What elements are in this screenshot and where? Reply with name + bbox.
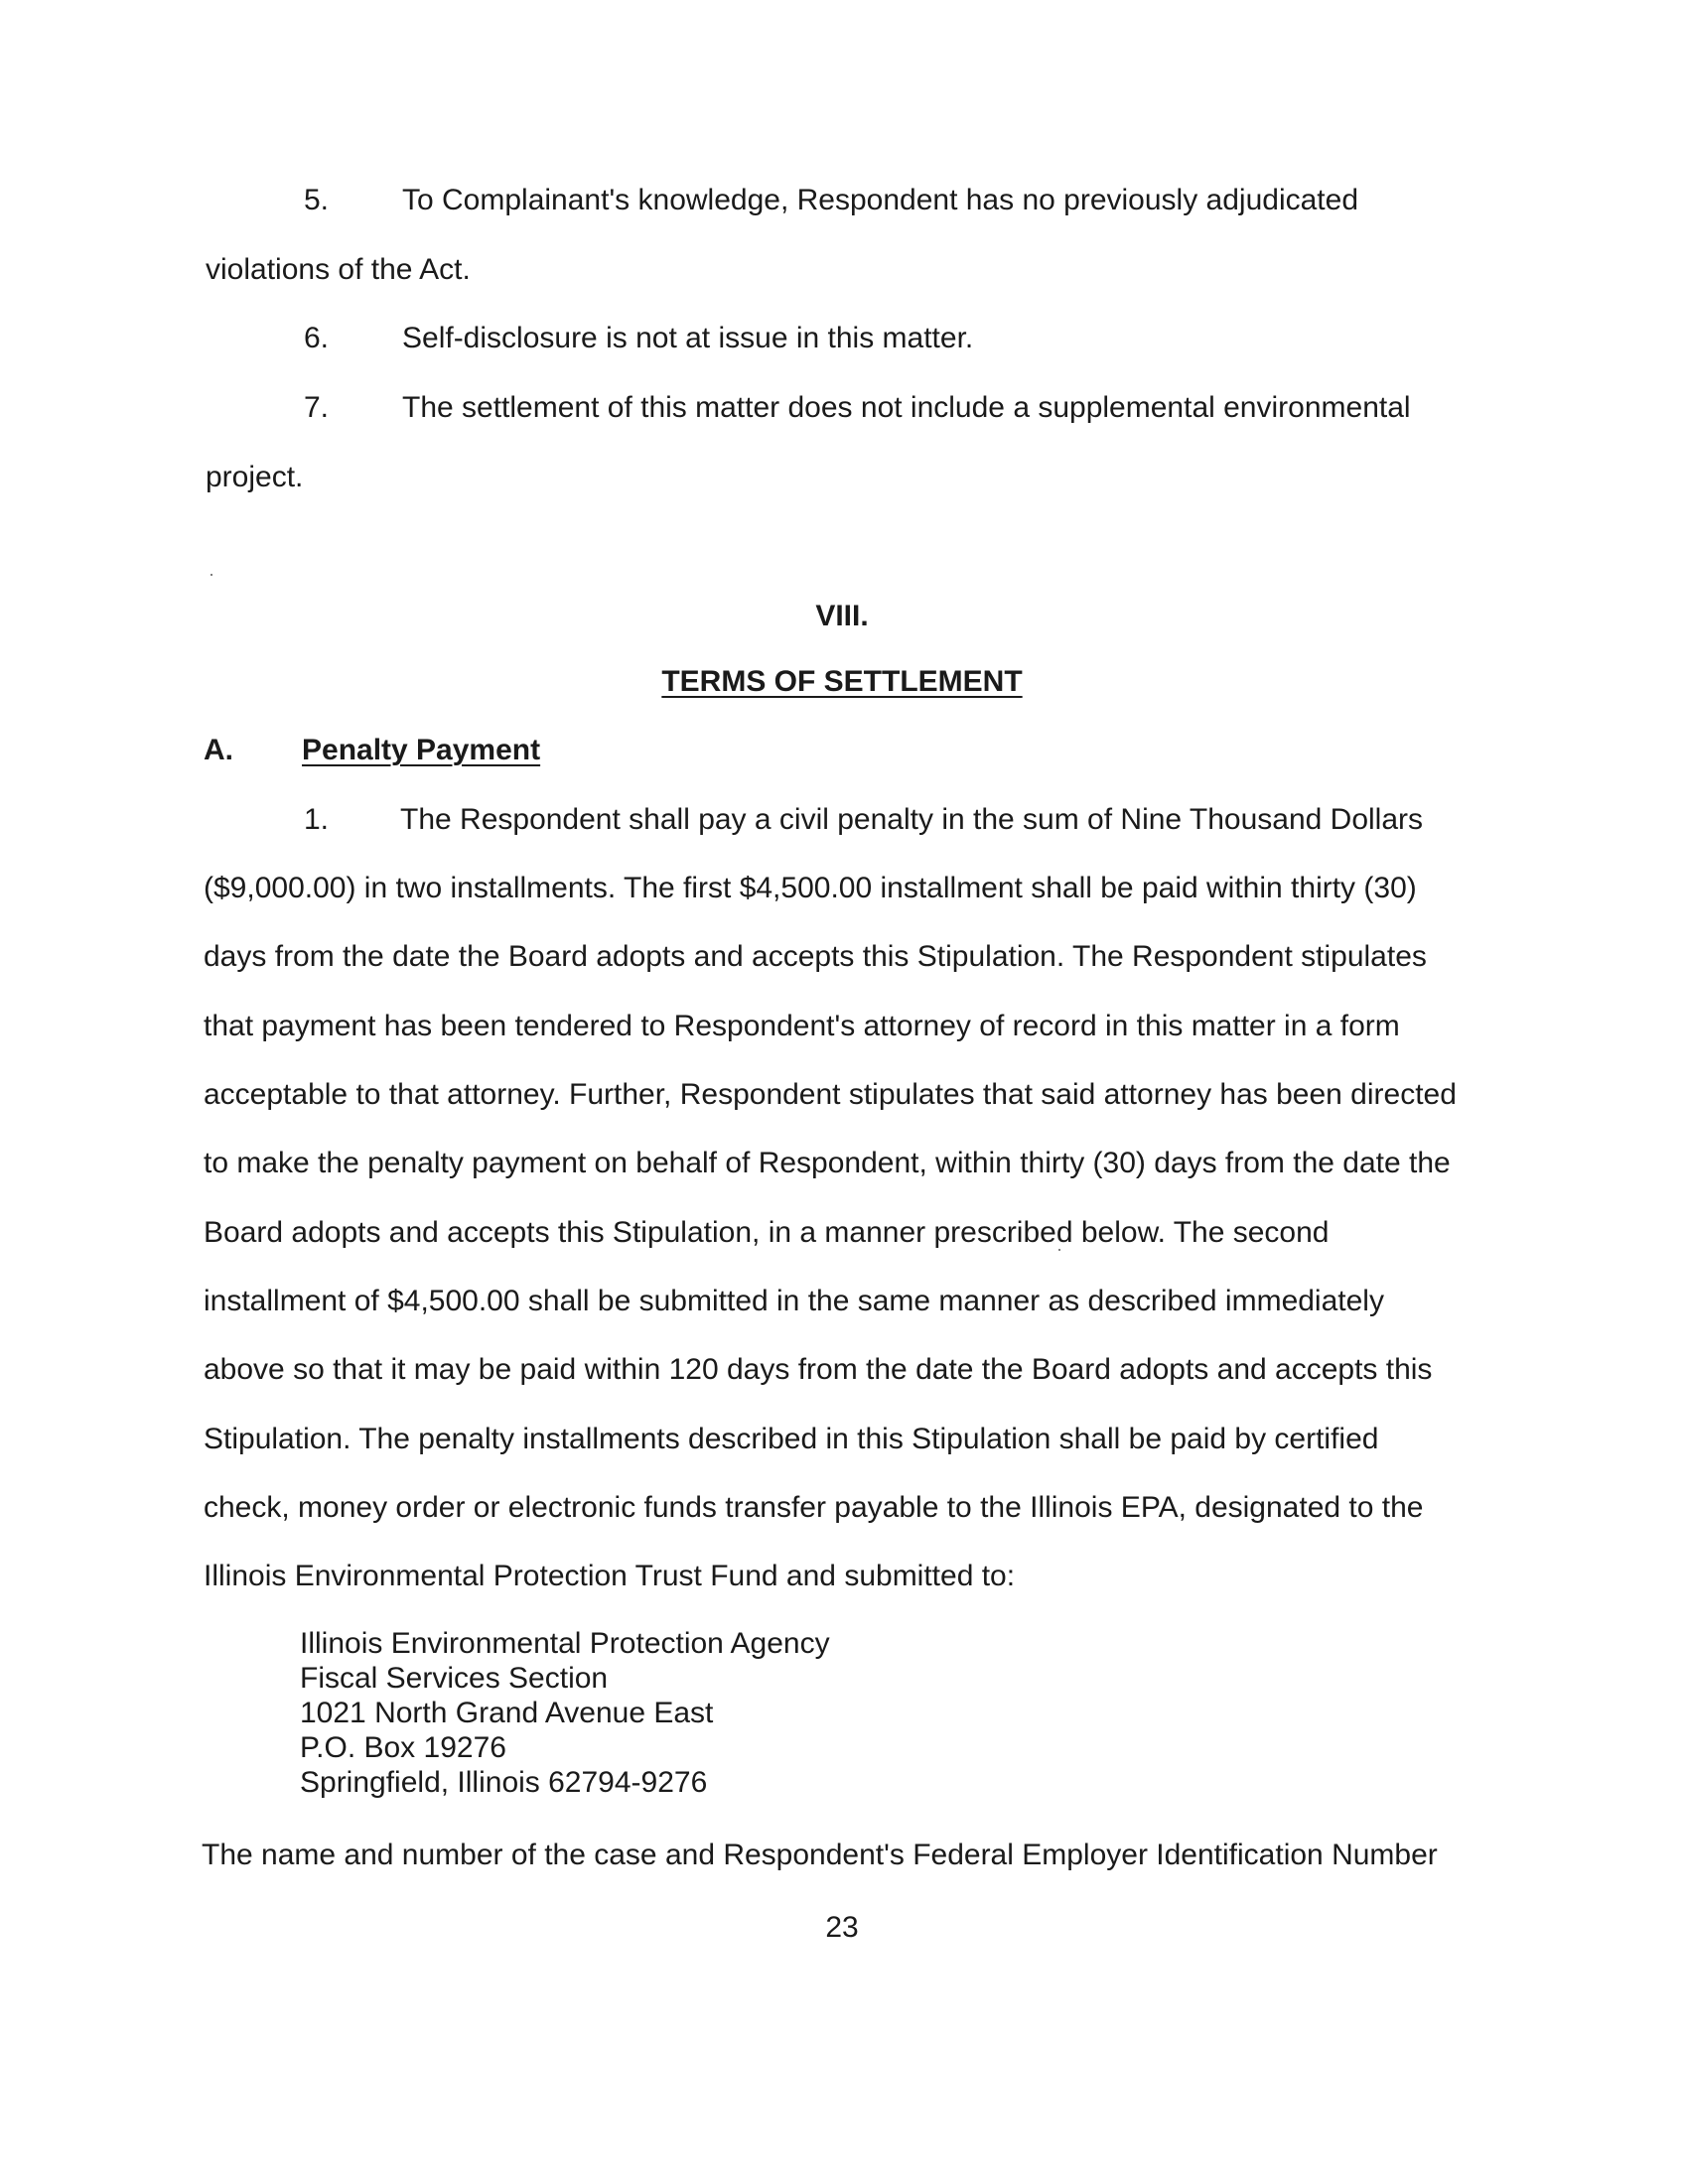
- paragraph-line: that payment has been tendered to Respondent's attorney of record in this matter in a form: [204, 1010, 1400, 1042]
- item-number: 7.: [304, 391, 330, 424]
- paragraph-line: Illinois Environmental Protection Trust Fund and submitted to:: [204, 1560, 1016, 1592]
- paragraph-line: installment of $4,500.00 shall be submitted in the same manner as described immediately: [204, 1285, 1384, 1317]
- paragraph-line: to make the penalty payment on behalf of Respondent, within thirty (30) days from the date the: [204, 1147, 1451, 1179]
- paragraph-line: acceptable to that attorney. Further, Respondent stipulates that said attorney has been directed: [204, 1078, 1457, 1111]
- paragraph-line: The Respondent shall pay a civil penalty in the sum of Nine Thousand Dollars: [400, 803, 1424, 836]
- item-text: The settlement of this matter does not include a supplemental environmental: [402, 391, 1411, 424]
- item-text-continued: project.: [206, 461, 304, 493]
- address-line: Illinois Environmental Protection Agency: [300, 1627, 830, 1660]
- address-line: Fiscal Services Section: [300, 1662, 609, 1695]
- paragraph-line: check, money order or electronic funds transfer payable to the Illinois EPA, designated to the: [204, 1491, 1424, 1524]
- scan-speck: [1058, 1249, 1060, 1251]
- address-line: Springfield, Illinois 62794-9276: [300, 1766, 708, 1799]
- address-line: P.O. Box 19276: [300, 1731, 506, 1764]
- closing-line: The name and number of the case and Respondent's Federal Employer Identification Number: [202, 1839, 1438, 1871]
- section-number: VIII.: [815, 600, 869, 632]
- scan-speck: [210, 574, 212, 576]
- address-line: 1021 North Grand Avenue East: [300, 1697, 714, 1729]
- paragraph-line: Stipulation. The penalty installments described in this Stipulation shall be paid by certified: [204, 1423, 1379, 1455]
- subsection-letter: A.: [204, 734, 233, 766]
- paragraph-line: above so that it may be paid within 120 days from the date the Board adopts and accepts this: [204, 1353, 1433, 1386]
- paragraph-line: ($9,000.00) in two installments. The first $4,500.00 installment shall be paid within thirty (30): [204, 872, 1417, 904]
- page-number: 23: [825, 1911, 859, 1944]
- item-number: 6.: [304, 322, 330, 354]
- section-title-wrap: [0, 664, 1684, 700]
- paragraph-line: days from the date the Board adopts and accepts this Stipulation. The Respondent stipulates: [204, 940, 1427, 973]
- paragraph-line: Board adopts and accepts this Stipulation, in a manner prescribed below. The second: [204, 1216, 1330, 1249]
- item-text: To Complainant's knowledge, Respondent has no previously adjudicated: [402, 184, 1359, 216]
- item-text-continued: violations of the Act.: [206, 253, 471, 286]
- item-number: 5.: [304, 184, 330, 216]
- subsection-title: Penalty Payment: [302, 734, 541, 766]
- item-text: Self-disclosure is not at issue in this matter.: [402, 322, 974, 354]
- section-title: TERMS OF SETTLEMENT: [661, 665, 1023, 698]
- paragraph-number: 1.: [304, 803, 330, 836]
